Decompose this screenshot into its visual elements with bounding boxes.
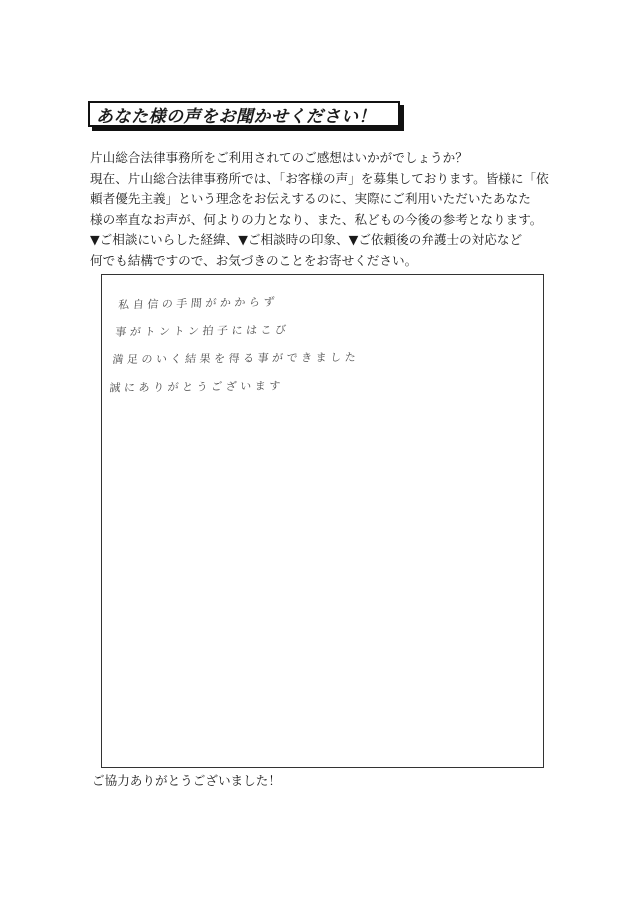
intro-line: 何でも結構ですので、お気づきのことをお寄せください。 — [90, 252, 418, 268]
handwritten-line: 誠にありがとうございます — [108, 379, 285, 395]
handwritten-response — [108, 289, 366, 401]
intro-line: 片山総合法律事務所をご利用されてのご感想はいかがでしょうか？ — [90, 150, 468, 165]
intro-line: ▼ご相談にいらした経緯、▼ご相談時の印象、▼ご依頼後の弁護士の対応など — [90, 232, 523, 247]
intro-line: 頼者優先主義」という理念をお伝えするのに、実際にご利用いただいたあなた — [90, 191, 531, 206]
handwritten-line: 事がトントン拍子にはこび — [114, 323, 291, 339]
handwritten-line: 私自信の手間がかからず — [117, 295, 279, 312]
thanks-text: ご協力ありがとうございました！ — [92, 773, 281, 788]
handwritten-line: 満足のいく結果を得る事ができました — [111, 350, 360, 367]
intro-text — [90, 148, 560, 271]
intro-line: 現在、片山総合法律事務所では、「お客様の声」を募集しております。皆様に「依 — [90, 170, 549, 186]
page-title: あなた様の声をお聞かせください！ — [96, 106, 376, 127]
title-banner — [88, 101, 400, 127]
intro-line: 様の率直なお声が、何よりの力となり、また、私どもの今後の参考となります。 — [90, 211, 543, 227]
response-box — [101, 274, 544, 768]
